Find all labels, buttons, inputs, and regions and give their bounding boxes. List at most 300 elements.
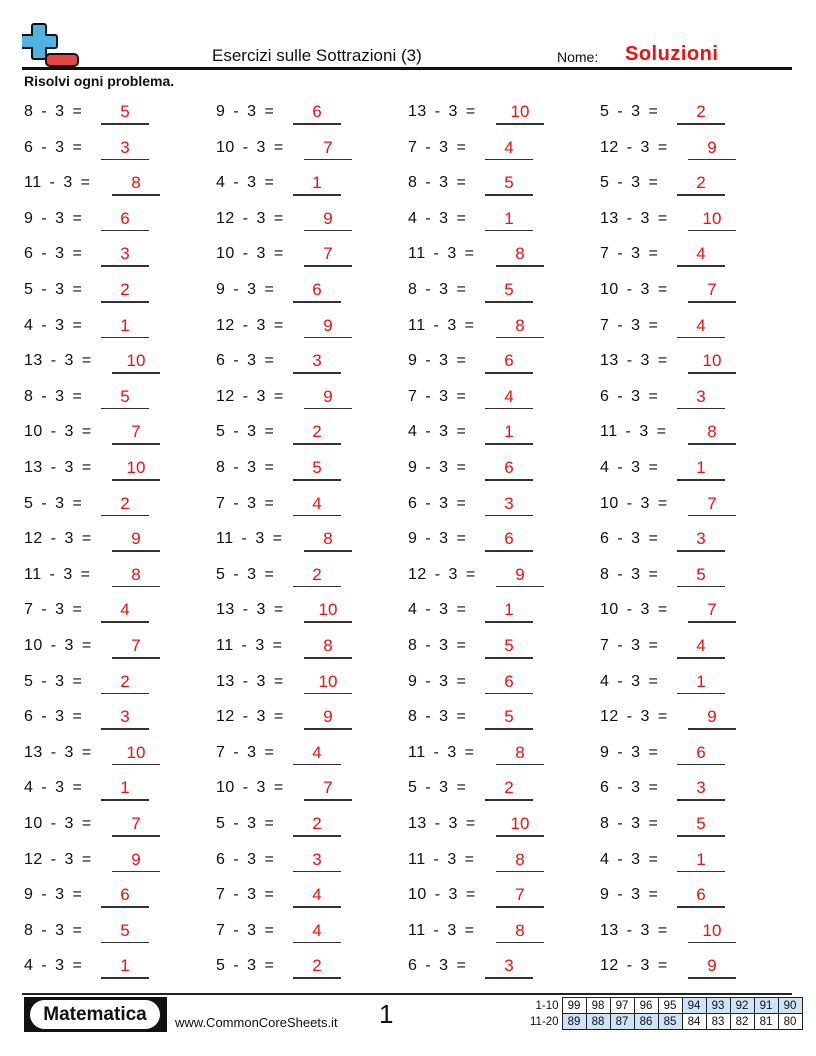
answer-line [688,942,736,944]
score-cell: 81 [754,1014,778,1030]
answer-value: 8 [515,849,525,869]
answer-value: 1 [696,458,706,477]
problem-expression: 7 - 3 = [216,494,275,512]
problem-expression: 12 - 3 = [216,708,284,726]
answer-line [112,871,160,873]
problem-expression: 11 - 3 = [24,174,91,192]
answer-value: 3 [120,137,130,157]
answer-line [496,835,544,837]
answer-line [677,586,725,588]
answer-value: 10 [318,600,338,620]
name-value: Soluzioni [625,43,719,65]
plus-minus-logo-icon [22,22,80,68]
answer-value: 8 [515,920,525,940]
answer-line [485,550,533,552]
problem-expression: 10 - 3 = [216,245,284,263]
score-cell: 91 [754,998,778,1014]
problem-expression: 9 - 3 = [408,530,467,548]
answer-line [293,301,341,303]
problem-expression: 5 - 3 = [216,957,275,975]
answer-value: 10 [126,351,146,371]
problem-expression: 10 - 3 = [24,815,92,832]
answer-line [293,586,341,588]
answer-value: 1 [504,422,514,442]
answer-value: 3 [312,849,322,869]
answer-line [677,123,725,125]
answer-value: 10 [702,920,722,940]
problem-expression: 12 - 3 = [216,387,284,405]
answer-line [112,550,160,552]
answer-line [304,337,352,339]
answer-value: 5 [696,814,706,833]
answer-value: 4 [696,315,706,335]
answer-line [496,871,544,873]
problem-expression: 6 - 3 = [24,245,83,263]
answer-value: 8 [131,564,141,584]
answer-line [101,942,149,944]
answer-value: 3 [504,956,514,976]
answer-value: 7 [707,493,717,513]
problem-expression: 9 - 3 = [24,209,83,227]
answer-line [485,515,533,517]
answer-value: 6 [120,885,130,905]
problem-expression: 13 - 3 = [600,209,668,227]
score-cell: 93 [706,998,730,1014]
answer-value: 2 [312,956,322,976]
answer-value: 8 [707,422,717,442]
problem-expression: 5 - 3 = [600,103,659,120]
answer-line [485,159,533,161]
problem-expression: 12 - 3 = [600,138,668,156]
score-cell: 84 [682,1014,706,1030]
answer-value: 6 [120,208,130,228]
footer-divider [22,993,792,995]
answer-value: 7 [131,636,141,655]
answer-value: 7 [323,778,333,798]
worksheet-title: Esercizi sulle Sottrazioni (3) [212,46,422,65]
answer-line [496,906,544,908]
score-cell: 90 [778,998,802,1014]
problem-expression: 7 - 3 = [24,601,83,619]
answer-line [496,265,544,267]
answer-line [293,942,341,944]
answer-value: 3 [504,493,514,513]
problem-expression: 4 - 3 = [600,850,659,868]
answer-value: 6 [504,529,514,549]
answer-value: 7 [131,814,141,833]
answer-value: 2 [120,280,130,299]
problem-expression: 13 - 3 = [24,743,92,761]
answer-value: 9 [707,137,717,157]
problem-expression: 8 - 3 = [600,815,659,832]
problem-expression: 4 - 3 = [600,672,659,690]
problem-expression: 4 - 3 = [24,957,83,975]
score-table [528,997,803,1030]
score-cell: 86 [634,1014,658,1030]
answer-line [304,799,352,801]
header-divider [22,67,792,70]
answer-line [112,835,160,837]
answer-line [304,159,352,161]
answer-value: 8 [515,315,525,335]
score-cell: 80 [778,1014,802,1030]
answer-value: 5 [120,920,130,940]
answer-line [677,871,725,873]
score-cell: 88 [586,1014,610,1030]
score-row-label: 11-20 [530,1015,559,1028]
answer-line [485,479,533,481]
answer-value: 10 [126,742,146,762]
answer-line [293,443,341,445]
answer-value: 9 [323,208,333,228]
answer-value: 7 [323,137,333,157]
answer-line [293,835,341,837]
answer-line [101,230,149,232]
answer-value: 4 [312,742,322,762]
answer-value: 6 [504,671,514,691]
answer-value: 2 [504,778,514,798]
answer-value: 4 [696,244,706,264]
answer-value: 10 [510,102,530,121]
answer-line [688,301,736,303]
answer-line [304,230,352,232]
problem-expression: 7 - 3 = [600,316,659,334]
answer-line [496,764,544,766]
problem-expression: 10 - 3 = [600,281,668,298]
problem-expression: 11 - 3 = [408,850,475,868]
answer-line [101,301,149,303]
problem-expression: 8 - 3 = [408,708,467,726]
answer-line [677,479,725,481]
answer-value: 9 [707,956,717,976]
problem-expression: 9 - 3 = [216,103,275,120]
problem-expression: 12 - 3 = [216,209,284,227]
score-row-label: 1-10 [535,999,559,1012]
problem-expression: 5 - 3 = [216,815,275,832]
answer-value: 4 [504,137,514,157]
footer-brand: Matematica [30,1000,160,1029]
problem-expression: 11 - 3 = [600,423,667,441]
answer-value: 10 [702,351,722,371]
answer-line [293,906,341,908]
problem-expression: 4 - 3 = [408,601,467,619]
answer-value: 8 [515,742,525,762]
problem-expression: 8 - 3 = [408,174,467,192]
score-cell: 89 [562,1014,586,1030]
answer-line [496,942,544,944]
answer-line [304,408,352,410]
problem-expression: 13 - 3 = [216,601,284,619]
problem-expression: 11 - 3 = [408,316,475,334]
answer-value: 3 [120,244,130,264]
answer-line [688,728,736,730]
score-cell: 96 [634,998,658,1014]
answer-value: 10 [702,208,722,228]
answer-line [101,799,149,801]
answer-line [496,586,544,588]
answer-line [688,230,736,232]
score-cell: 99 [562,998,586,1014]
answer-line [304,265,352,267]
answer-line [293,479,341,481]
problem-expression: 6 - 3 = [600,779,659,797]
answer-value: 8 [131,173,141,193]
problem-expression: 7 - 3 = [600,637,659,654]
answer-line [485,693,533,695]
problem-expression: 4 - 3 = [408,423,467,441]
answer-value: 9 [131,529,141,549]
problem-expression: 8 - 3 = [408,281,467,298]
problem-expression: 7 - 3 = [408,387,467,405]
problem-expression: 6 - 3 = [408,957,467,975]
problem-expression: 13 - 3 = [600,921,668,939]
answer-value: 5 [120,102,130,121]
answer-value: 6 [312,280,322,299]
answer-value: 10 [510,814,530,833]
score-row [528,998,802,1014]
problem-expression: 8 - 3 = [24,921,83,939]
answer-line [101,159,149,161]
problem-expression: 11 - 3 = [408,743,475,761]
footer-url: www.CommonCoreSheets.it [175,1015,338,1030]
answer-value: 2 [312,564,322,584]
problem-expression: 4 - 3 = [24,779,83,797]
answer-line [688,443,736,445]
answer-value: 3 [696,529,706,549]
answer-line [304,728,352,730]
answer-line [293,977,341,979]
answer-line [496,123,544,125]
answer-value: 6 [696,742,706,762]
answer-line [304,657,352,659]
problem-expression: 11 - 3 = [24,565,91,583]
answer-line [677,337,725,339]
answer-line [688,515,736,517]
problem-expression: 12 - 3 = [600,957,668,975]
problem-expression: 6 - 3 = [600,530,659,548]
problem-expression: 5 - 3 = [24,494,83,512]
problem-expression: 9 - 3 = [408,672,467,690]
answer-value: 5 [504,173,514,193]
problem-expression: 5 - 3 = [600,174,659,192]
problem-expression: 11 - 3 = [408,245,475,263]
problem-expression: 4 - 3 = [408,209,467,227]
answer-value: 9 [707,707,717,727]
answer-line [677,906,725,908]
problem-expression: 9 - 3 = [408,352,467,370]
answer-value: 7 [131,422,141,442]
score-cell: 82 [730,1014,754,1030]
answer-line [112,372,160,374]
answer-value: 3 [120,707,130,727]
answer-line [485,799,533,801]
answer-line [101,123,149,125]
problem-expression: 8 - 3 = [24,103,83,120]
answer-value: 6 [504,458,514,477]
problem-expression: 7 - 3 = [408,138,467,156]
answer-line [485,977,533,979]
problem-expression: 12 - 3 = [600,708,668,726]
answer-line [688,977,736,979]
answer-line [304,621,352,623]
answer-line [293,515,341,517]
problem-expression: 7 - 3 = [216,886,275,904]
problem-expression: 13 - 3 = [600,352,668,370]
problem-expression: 10 - 3 = [216,138,284,156]
problem-expression: 12 - 3 = [24,850,92,868]
problem-expression: 9 - 3 = [24,886,83,904]
problem-expression: 13 - 3 = [216,672,284,690]
answer-value: 1 [120,956,130,976]
answer-line [112,443,160,445]
answer-line [101,265,149,267]
answer-value: 5 [696,564,706,584]
answer-line [112,764,160,766]
answer-line [304,550,352,552]
problem-expression: 5 - 3 = [24,281,83,298]
answer-line [485,194,533,196]
answer-value: 5 [120,386,130,406]
problem-expression: 7 - 3 = [216,921,275,939]
score-row [528,1014,802,1030]
answer-value: 8 [323,636,333,655]
problem-expression: 8 - 3 = [216,459,275,476]
answer-line [485,443,533,445]
answer-value: 4 [312,920,322,940]
answer-value: 8 [323,529,333,549]
answer-value: 6 [696,885,706,905]
problem-expression: 12 - 3 = [216,316,284,334]
answer-line [677,657,725,659]
problem-expression: 10 - 3 = [600,494,668,512]
answer-value: 3 [312,351,322,371]
answer-line [485,728,533,730]
answer-value: 8 [515,244,525,264]
name-label: Nome: [557,49,599,65]
problem-expression: 8 - 3 = [408,637,467,654]
answer-value: 9 [323,707,333,727]
problem-expression: 11 - 3 = [216,530,283,548]
answer-value: 2 [696,173,706,193]
problem-expression: 10 - 3 = [600,601,668,619]
problem-expression: 10 - 3 = [24,637,92,654]
answer-value: 4 [312,885,322,905]
problem-expression: 10 - 3 = [24,423,92,441]
answer-line [112,586,160,588]
score-cell: 85 [658,1014,682,1030]
answer-value: 9 [131,849,141,869]
answer-line [688,621,736,623]
problem-expression: 9 - 3 = [600,743,659,761]
answer-value: 2 [696,102,706,121]
answer-value: 3 [696,386,706,406]
problem-expression: 9 - 3 = [600,886,659,904]
score-cell: 87 [610,1014,634,1030]
answer-line [101,515,149,517]
problem-expression: 9 - 3 = [408,459,467,476]
answer-value: 2 [312,814,322,833]
answer-line [101,906,149,908]
answer-line [677,799,725,801]
answer-line [101,693,149,695]
problem-expression: 9 - 3 = [216,281,275,298]
problem-expression: 8 - 3 = [24,387,83,405]
problem-expression: 4 - 3 = [600,459,659,476]
answer-line [677,764,725,766]
answer-value: 1 [504,600,514,620]
answer-line [677,408,725,410]
answer-line [101,337,149,339]
answer-line [485,301,533,303]
answer-value: 7 [707,600,717,620]
answer-line [293,123,341,125]
answer-line [304,693,352,695]
answer-value: 3 [696,778,706,798]
score-cell: 97 [610,998,634,1014]
answer-line [677,265,725,267]
answer-value: 2 [120,493,130,513]
answer-value: 1 [312,173,322,193]
answer-line [496,337,544,339]
problem-expression: 10 - 3 = [216,779,284,797]
score-cell: 98 [586,998,610,1014]
answer-value: 6 [312,102,322,121]
answer-line [677,835,725,837]
answer-line [485,230,533,232]
page-number: 1 [379,999,394,1029]
problem-expression: 13 - 3 = [24,459,92,476]
problem-expression: 6 - 3 = [408,494,467,512]
answer-line [677,194,725,196]
answer-value: 10 [126,458,146,477]
answer-line [677,550,725,552]
problem-expression: 10 - 3 = [408,886,476,904]
score-cell: 95 [658,998,682,1014]
answer-value: 1 [696,849,706,869]
answer-line [485,621,533,623]
answer-value: 7 [515,885,525,905]
problem-expression: 6 - 3 = [216,352,275,370]
answer-value: 5 [504,636,514,655]
problem-expression: 5 - 3 = [24,672,83,690]
answer-value: 1 [504,208,514,228]
answer-value: 1 [120,778,130,798]
answer-value: 5 [312,458,322,477]
problem-expression: 6 - 3 = [600,387,659,405]
answer-line [112,194,160,196]
answer-value: 1 [120,315,130,335]
answer-value: 2 [120,671,130,691]
score-cell: 92 [730,998,754,1014]
answer-value: 1 [696,671,706,691]
problem-expression: 5 - 3 = [408,779,467,797]
answer-line [293,194,341,196]
answer-value: 6 [504,351,514,371]
answer-line [101,408,149,410]
answer-value: 4 [504,386,514,406]
answer-line [688,372,736,374]
score-cell: 94 [682,998,706,1014]
answer-value: 7 [323,244,333,264]
problem-expression: 7 - 3 = [216,743,275,761]
problem-expression: 7 - 3 = [600,245,659,263]
answer-value: 10 [318,671,338,691]
answer-value: 2 [312,422,322,442]
answer-value: 5 [504,707,514,727]
answer-line [112,657,160,659]
problem-expression: 6 - 3 = [216,850,275,868]
answer-line [101,621,149,623]
